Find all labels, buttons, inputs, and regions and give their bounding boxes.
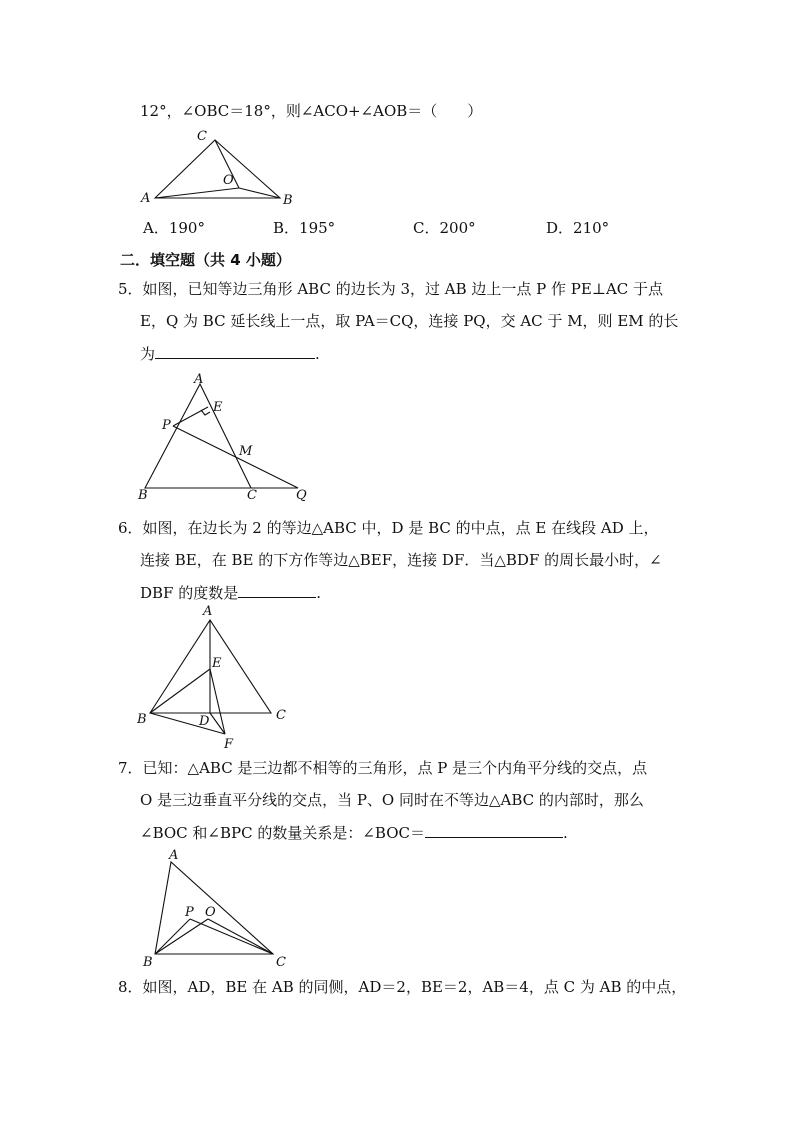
q6-segment-bf xyxy=(150,713,225,734)
q7-label-c: C xyxy=(276,955,286,970)
q4-label-o: O xyxy=(223,173,234,188)
q7-segment-pc xyxy=(190,919,273,954)
q5-label-p: P xyxy=(162,418,171,433)
q7-line3-end: . xyxy=(563,824,568,842)
q7-segment-bo xyxy=(155,919,208,954)
q5-label-m: M xyxy=(239,444,253,459)
q7-line3 xyxy=(140,821,568,843)
q5-line1: 5．如图，已知等边三角形 ABC 的边长为 3，过 AB 边上一点 P 作 PE⊥AC 于点 xyxy=(118,280,664,298)
q5-answer-blank[interactable] xyxy=(155,342,315,359)
q6-figure xyxy=(133,603,303,753)
q6-line3 xyxy=(140,581,321,603)
q4-label-a: A xyxy=(141,191,151,206)
q4-segment-ao xyxy=(155,188,239,198)
q5-segment-pq xyxy=(173,426,298,488)
q4-label-b: B xyxy=(283,193,293,208)
q5-segment-pe xyxy=(173,407,208,426)
q4-option-d[interactable]: D．210° xyxy=(546,219,610,237)
q7-line2: O 是三边垂直平分线的交点，当 P、O 同时在不等边△ABC 的内部时，那么 xyxy=(140,791,644,809)
q5-triangle-abc xyxy=(145,384,251,488)
q4-label-c: C xyxy=(197,129,207,144)
q7-answer-blank[interactable] xyxy=(425,821,563,838)
q6-answer-blank[interactable] xyxy=(238,581,316,598)
q5-label-q: Q xyxy=(296,488,307,503)
q5-label-a: A xyxy=(194,372,204,387)
q6-line1: 6．如图，在边长为 2 的等边△ABC 中，D 是 BC 的中点，点 E 在线段 AD 上， xyxy=(118,519,659,537)
q5-line3-end: . xyxy=(315,345,320,363)
q6-label-b: B xyxy=(137,712,147,727)
q6-line2: 连接 BE，在 BE 的下方作等边△BEF，连接 DF．当△BDF 的周长最小时，∠ xyxy=(140,551,662,569)
q6-label-d: D xyxy=(199,714,210,729)
q4-option-b[interactable]: B．195° xyxy=(273,219,336,237)
q7-label-b: B xyxy=(143,955,153,970)
q5-label-c: C xyxy=(247,488,257,503)
q6-label-a: A xyxy=(203,604,213,619)
q4-option-a[interactable]: A．190° xyxy=(143,219,205,237)
q6-label-f: F xyxy=(224,737,234,752)
q7-label-o: O xyxy=(205,905,216,920)
q7-line1: 7．已知：△ABC 是三边都不相等的三角形，点 P 是三个内角平分线的交点，点 xyxy=(118,759,648,777)
q5-label-e: E xyxy=(213,400,223,415)
q5-figure xyxy=(133,368,313,503)
q6-segment-be xyxy=(150,669,210,713)
q4-option-c[interactable]: C．200° xyxy=(413,219,476,237)
q7-figure xyxy=(133,842,303,972)
q4-triangle-abc xyxy=(155,140,280,198)
q6-label-e: E xyxy=(212,656,222,671)
q7-label-a: A xyxy=(169,848,179,863)
q7-label-p: P xyxy=(185,905,194,920)
q5-label-b: B xyxy=(138,488,148,503)
q8-line1: 8．如图，AD，BE 在 AB 的同侧，AD＝2，BE＝2，AB＝4，点 C 为 AB 的中点， xyxy=(118,978,687,996)
q4-figure xyxy=(135,128,295,208)
q4-text: 12°，∠OBC＝18°，则∠ACO+∠AOB＝（ ） xyxy=(140,102,483,120)
q5-line3 xyxy=(140,342,320,364)
q5-line2: E，Q 为 BC 延长线上一点，取 PA＝CQ，连接 PQ，交 AC 于 M，则 EM 的长 xyxy=(140,312,679,330)
section-title: 二．填空题（共 4 小题） xyxy=(120,251,291,269)
q6-label-c: C xyxy=(276,708,286,723)
q6-line3-end: . xyxy=(316,584,322,602)
q5-line3-text: 为 xyxy=(140,345,156,363)
q6-line3-text: DBF 的度数是 xyxy=(140,584,239,602)
q5-right-angle-mark xyxy=(201,410,210,415)
q7-line3-text: ∠BOC 和∠BPC 的数量关系是：∠BOC＝ xyxy=(140,824,425,842)
